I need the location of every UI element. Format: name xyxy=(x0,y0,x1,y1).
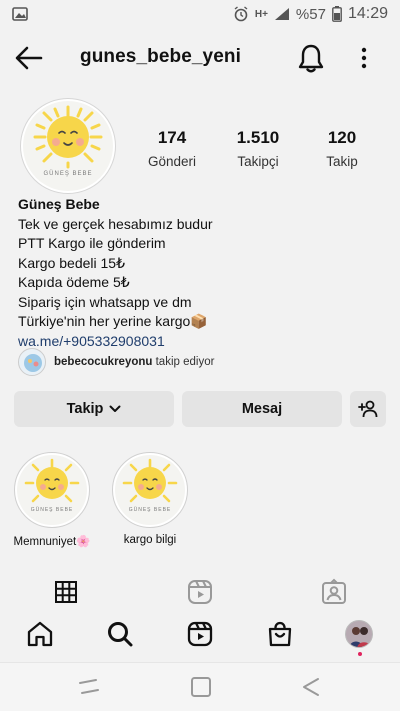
stat-value: 1.510 xyxy=(236,128,280,147)
recents-button[interactable] xyxy=(76,675,102,699)
bio-line: Tek ve gerçek hesabımız budur xyxy=(18,215,213,232)
sun-logo-icon xyxy=(17,455,87,525)
highlight-label: Memnuniyet🌸 xyxy=(13,536,91,548)
bio-line: Türkiye'nin her yerine kargo📦 xyxy=(18,313,208,329)
status-bar xyxy=(0,0,400,28)
gallery-icon xyxy=(12,7,28,21)
suggested-users-button[interactable] xyxy=(350,391,386,427)
followers-count[interactable] xyxy=(218,128,298,169)
follower-avatar xyxy=(18,348,46,376)
search-icon xyxy=(106,620,134,648)
nav-reels[interactable] xyxy=(186,620,214,648)
tab-reels[interactable] xyxy=(186,578,214,606)
reels-icon xyxy=(186,620,214,648)
battery-percent: %57 xyxy=(295,5,326,23)
bio-line: Sipariş için whatsapp ve dm xyxy=(18,293,192,310)
nav-shop[interactable] xyxy=(266,620,294,648)
follower-username: bebecocukreyonu xyxy=(54,356,153,368)
following-count[interactable] xyxy=(302,128,382,169)
avatar-caption: GÜNEŞ BEBE xyxy=(43,171,93,177)
message-label: Mesaj xyxy=(241,401,283,417)
clock: 14:29 xyxy=(347,5,388,22)
bio-line: Kargo bedeli 15₺ xyxy=(18,254,125,271)
notification-dot xyxy=(358,652,362,656)
grid-icon xyxy=(52,578,80,606)
alarm-icon xyxy=(233,6,249,22)
stat-value: 120 xyxy=(327,128,357,147)
back-arrow-icon xyxy=(14,44,44,72)
more-options-button[interactable] xyxy=(356,46,372,70)
follow-button[interactable] xyxy=(14,391,174,427)
bio-line: Kapıda ödeme 5₺ xyxy=(18,274,130,290)
story-highlight[interactable] xyxy=(12,452,92,548)
tab-tagged[interactable] xyxy=(320,578,348,606)
followed-by[interactable] xyxy=(18,348,214,376)
message-button[interactable] xyxy=(182,391,342,427)
profile-bio xyxy=(18,195,388,351)
highlight-ring xyxy=(112,452,188,528)
highlight-label: kargo bilgi xyxy=(123,534,177,546)
bio-link[interactable]: wa.me/+905332908031 xyxy=(18,332,165,349)
bio-line: PTT Kargo ile gönderim xyxy=(18,235,166,251)
stat-label: Gönderi xyxy=(147,154,197,169)
profile-header xyxy=(0,34,400,82)
profile-tabs xyxy=(0,572,400,612)
sun-logo-icon xyxy=(23,101,113,191)
home-system-button[interactable] xyxy=(188,675,214,699)
profile-username: gunes_bebe_yeni xyxy=(80,46,241,67)
reels-icon xyxy=(186,578,214,606)
system-navigation-bar xyxy=(0,662,400,711)
profile-avatar[interactable] xyxy=(20,98,116,194)
bell-icon xyxy=(296,42,326,74)
tagged-icon xyxy=(320,578,348,606)
highlight-cover xyxy=(17,455,87,525)
followed-by-text xyxy=(54,356,214,368)
sun-logo-icon xyxy=(115,455,185,525)
network-type: H+ xyxy=(254,8,268,20)
nav-home[interactable] xyxy=(26,620,54,648)
recents-icon xyxy=(76,675,102,699)
signal-icon xyxy=(274,7,290,21)
home-button-icon xyxy=(188,675,214,699)
posts-count[interactable] xyxy=(132,128,212,169)
stat-label: Takipçi xyxy=(237,154,279,169)
more-vertical-icon xyxy=(356,46,372,70)
stat-label: Takip xyxy=(326,154,358,169)
highlight-cover-caption: GÜNEŞ BEBE xyxy=(128,507,172,513)
tab-posts-grid[interactable] xyxy=(52,578,80,606)
back-system-button[interactable] xyxy=(298,675,324,699)
nav-profile-avatar[interactable] xyxy=(345,620,373,648)
back-icon xyxy=(298,675,324,699)
add-person-icon xyxy=(358,400,378,418)
follow-label: Takip xyxy=(66,401,104,417)
bottom-navigation xyxy=(0,612,400,656)
highlight-cover-caption: GÜNEŞ BEBE xyxy=(30,507,74,513)
followed-by-suffix: takip ediyor xyxy=(152,356,215,368)
shop-icon xyxy=(266,620,294,648)
home-icon xyxy=(26,620,54,648)
back-button[interactable] xyxy=(14,44,44,72)
battery-icon xyxy=(332,6,342,22)
stat-value: 174 xyxy=(157,128,187,147)
story-highlight[interactable] xyxy=(110,452,190,546)
display-name: Güneş Bebe xyxy=(18,196,100,212)
avatar-image xyxy=(23,101,113,191)
highlight-cover xyxy=(115,455,185,525)
chevron-down-icon xyxy=(109,405,121,413)
highlight-ring xyxy=(14,452,90,528)
notifications-button[interactable] xyxy=(296,42,326,74)
nav-search[interactable] xyxy=(106,620,134,648)
